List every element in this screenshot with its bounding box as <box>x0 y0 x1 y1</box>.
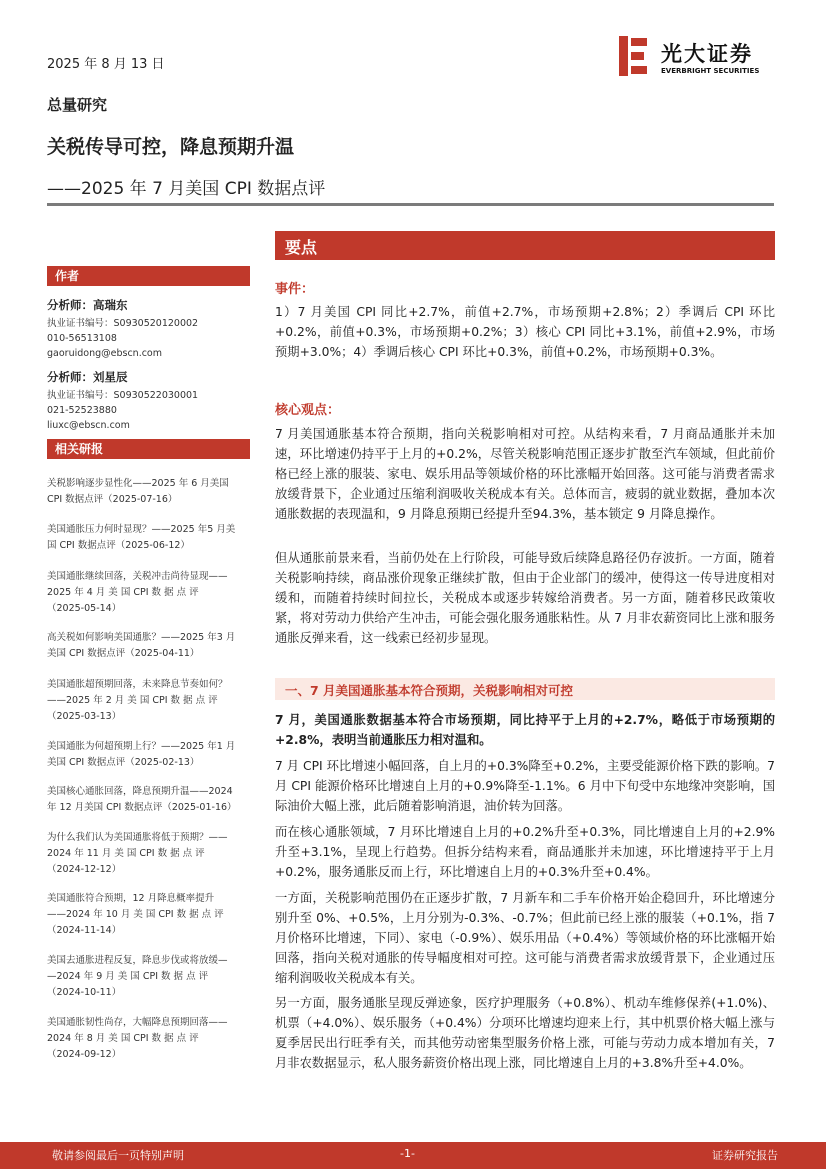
event-label: 事件： <box>275 282 315 297</box>
related-report-link[interactable] <box>47 891 260 939</box>
related-report-line: 美国 CPI 数据点评（2025-04-11） <box>47 648 200 659</box>
page-number: -1- <box>400 1147 415 1160</box>
core-view-label: 核心观点： <box>275 403 341 418</box>
analyst-cert: 执业证书编号：S0930522030001 <box>47 390 199 401</box>
related-report-link[interactable] <box>47 569 260 617</box>
event-text: 1）7 月美国 CPI 同比+2.7%，前值+2.7%，市场预期+2.8%；2）季调后 CPI 环比+0.2%，前值+0.3%，市场预期+0.2%；3）核心 CPI 同比+3.1%，前值+2.9%，市场预期+3.0%；4）季调后核心 CPI 环比+0.3%，前值+0.2%，市场预期+0.3%。 <box>275 305 775 359</box>
related-report-line: 美国通胀符合预期，12 月降息概率提升 <box>47 893 215 904</box>
related-report-line: 关税影响逐步显性化——2025 年 6 月美国 <box>47 478 229 489</box>
related-report-line: CPI 数据点评（2025-07-16） <box>47 494 178 505</box>
section-lead-paragraph: 7 月，美国通胀数据基本符合市场预期，同比持平于上月的+2.7%，略低于市场预期的+2.8%，表明当前通胀压力相对温和。 <box>275 713 775 747</box>
analyst-cert: 执业证书编号：S0930520120002 <box>47 318 199 329</box>
related-report-line: —2024 年 9 月 美 国 CPI 数 据 点 评 <box>47 971 209 982</box>
related-report-line: 年 12 月美国 CPI 数据点评（2025-01-16） <box>47 802 237 813</box>
related-report-link[interactable] <box>47 630 260 662</box>
related-report-line: 2024 年 8 月 美 国 CPI 数 据 点 评 <box>47 1033 199 1044</box>
related-report-line: 美国通胀韧性尚存，大幅降息预期回落—— <box>47 1017 228 1028</box>
footer-report-type: 证券研究报告 <box>712 1149 778 1162</box>
related-report-line: ——2024 年 10 月 美 国 CPI 数 据 点 评 <box>47 909 224 920</box>
core-view-paragraph: 但从通胀前景来看，当前仍处在上行阶段，可能导致后续降息路径仍存波折。一方面，随着关税影响持续，商品涨价现象正继续扩散，但由于企业部门的缓冲，使得这一传导进度相对缓和，而随着持续时间拉长，关税成本或逐步转嫁给消费者。另一方面，随着移民政策收紧，将对劳动力供给产生冲击，可能会强化服务通胀粘性。从 7 月非农薪资同比上涨和服务通胀反弹来看，这一线索已经初步显现。 <box>275 551 775 645</box>
body-paragraph: 而在核心通胀领域，7 月环比增速自上月的+0.2%升至+0.3%，同比增速自上月的+2.9%升至+3.1%，呈现上行趋势。但拆分结构来看，商品通胀并未加速，环比增速持平于上月+0.2%，服务通胀反而上行，环比增速自上月的+0.3%升至+0.4%。 <box>275 825 775 879</box>
related-report-line: （2024-10-11） <box>47 987 122 998</box>
related-report-link[interactable] <box>47 953 260 1001</box>
core-view-paragraph: 7 月美国通胀基本符合预期，指向关税影响相对可控。从结构来看，7 月商品通胀并未加速，环比增速仍持平于上月的+0.2%，尽管关税影响范围正逐步扩散至汽车领域，但此前价格已经上涨的服装、家电、娱乐用品等领域价格的环比涨幅开始回落。这可能与消费者需求放缓背景下，企业通过压缩利润吸收关税成本有关。总体而言，疲弱的就业数据，叠加本次通胀数据的表现温和，9 月降息预期已经提升至94.3%，基本锁定 9 月降息操作。 <box>275 427 775 521</box>
analyst-block <box>47 297 257 361</box>
report-subtitle: ——2025 年 7 月美国 CPI 数据点评 <box>47 179 326 199</box>
related-report-line: 美国通胀压力何时显现？——2025 年5 月美 <box>47 524 236 535</box>
related-report-link[interactable] <box>47 677 260 725</box>
report-category: 总量研究 <box>47 96 108 114</box>
related-report-link[interactable] <box>47 739 260 771</box>
body-paragraph: 7 月 CPI 环比增速小幅回落，自上月的+0.3%降至+0.2%，主要受能源价格下跌的影响。7 月 CPI 能源价格环比增速自上月的+0.9%降至-1.1%。6 月中下旬受中东地缘冲突影响，国际油价大幅上涨，此后随着影响消退，油价转为回落。 <box>275 759 775 813</box>
related-report-line: 美国 CPI 数据点评（2025-02-13） <box>47 757 200 768</box>
report-date: 2025 年 8 月 13 日 <box>47 57 165 72</box>
related-report-line: 美国通胀为何超预期上行？——2025 年1 月 <box>47 741 236 752</box>
related-report-line: ——2025 年 2 月 美 国 CPI 数 据 点 评 <box>47 695 218 706</box>
related-report-line: 美国去通胀进程反复，降息步伐或将放缓— <box>47 955 228 966</box>
header-divider <box>47 203 774 206</box>
logo-text-cn: 光大证券 <box>661 42 753 66</box>
report-title: 关税传导可控，降息预期升温 <box>47 136 295 158</box>
analyst-phone: 010-56513108 <box>47 333 117 344</box>
related-report-line: 为什么我们认为美国通胀将低于预期？—— <box>47 832 228 843</box>
related-report-line: （2024-09-12） <box>47 1049 122 1060</box>
logo-mark-icon <box>619 36 649 76</box>
related-report-line: 高关税如何影响美国通胀？——2025 年3 月 <box>47 632 236 643</box>
keypoints-banner <box>275 231 775 260</box>
related-report-line: 国 CPI 数据点评（2025-06-12） <box>47 540 190 551</box>
related-report-link[interactable] <box>47 522 260 554</box>
logo-text-en: EVERBRIGHT SECURITIES <box>661 67 760 75</box>
section-title: 一、7 月美国通胀基本符合预期，关税影响相对可控 <box>285 683 574 698</box>
body-paragraph: 一方面，关税影响范围仍在正逐步扩散，7 月新车和二手车价格开始企稳回升，环比增速分别升至 0%、+0.5%，上月分别为-0.3%、-0.7%；但此前已经上涨的服装（+0.1%，指 7 月价格环比增速，下同）、家电（-0.9%）、娱乐用品（+0.4%）等领域价格的环比涨幅开始回落，指向关税对通胀的传导幅度相对可控。这可能与消费者需求放缓背景下，企业通过压缩利润吸收关税成本有关。 <box>275 891 775 985</box>
related-report-line: （2025-05-14） <box>47 603 122 614</box>
related-reports-heading: 相关研报 <box>47 439 250 459</box>
related-report-link[interactable] <box>47 830 260 878</box>
analyst-phone: 021-52523880 <box>47 405 117 416</box>
related-report-line: 美国通胀继续回落，关税冲击尚待显现—— <box>47 571 228 582</box>
related-report-line: 2025 年 4 月 美 国 CPI 数 据 点 评 <box>47 587 199 598</box>
related-report-line: 2024 年 11 月 美 国 CPI 数 据 点 评 <box>47 848 205 859</box>
related-report-line: 美国通胀超预期回落，未来降息节奏如何？ <box>47 679 228 690</box>
related-report-line: 美国核心通胀回落，降息预期升温——2024 <box>47 786 233 797</box>
analyst-email[interactable]: gaoruidong@ebscn.com <box>47 348 163 359</box>
analyst-name: 分析师：刘星辰 <box>47 370 128 384</box>
authors-heading: 作者 <box>47 266 250 286</box>
related-report-link[interactable] <box>47 476 260 508</box>
analyst-email[interactable]: liuxc@ebscn.com <box>47 420 130 431</box>
related-report-line: （2024-11-14） <box>47 925 122 936</box>
related-report-line: （2025-03-13） <box>47 711 122 722</box>
disclaimer-link[interactable]: 敬请参阅最后一页特别声明 <box>52 1149 184 1162</box>
company-logo <box>619 36 779 82</box>
analyst-name: 分析师：高瑞东 <box>47 298 128 312</box>
keypoints-title: 要点 <box>285 238 318 257</box>
related-report-link[interactable] <box>47 784 260 816</box>
related-report-line: （2024-12-12） <box>47 864 122 875</box>
related-report-link[interactable] <box>47 1015 260 1063</box>
body-paragraph: 另一方面，服务通胀呈现反弹迹象，医疗护理服务（+0.8%）、机动车维修保养(+1.0%)、机票（+4.0%）、娱乐服务（+0.4%）分项环比增速均迎来上行，其中机票价格大幅上涨与夏季居民出行旺季有关，而其他劳动密集型服务价格上涨，可能与劳动力成本增加有关，7 月非农数据显示，私人服务薪资价格出现上涨，同比增速自上月的+3.8%升至+4.0%。 <box>275 996 775 1070</box>
analyst-block <box>47 369 257 433</box>
